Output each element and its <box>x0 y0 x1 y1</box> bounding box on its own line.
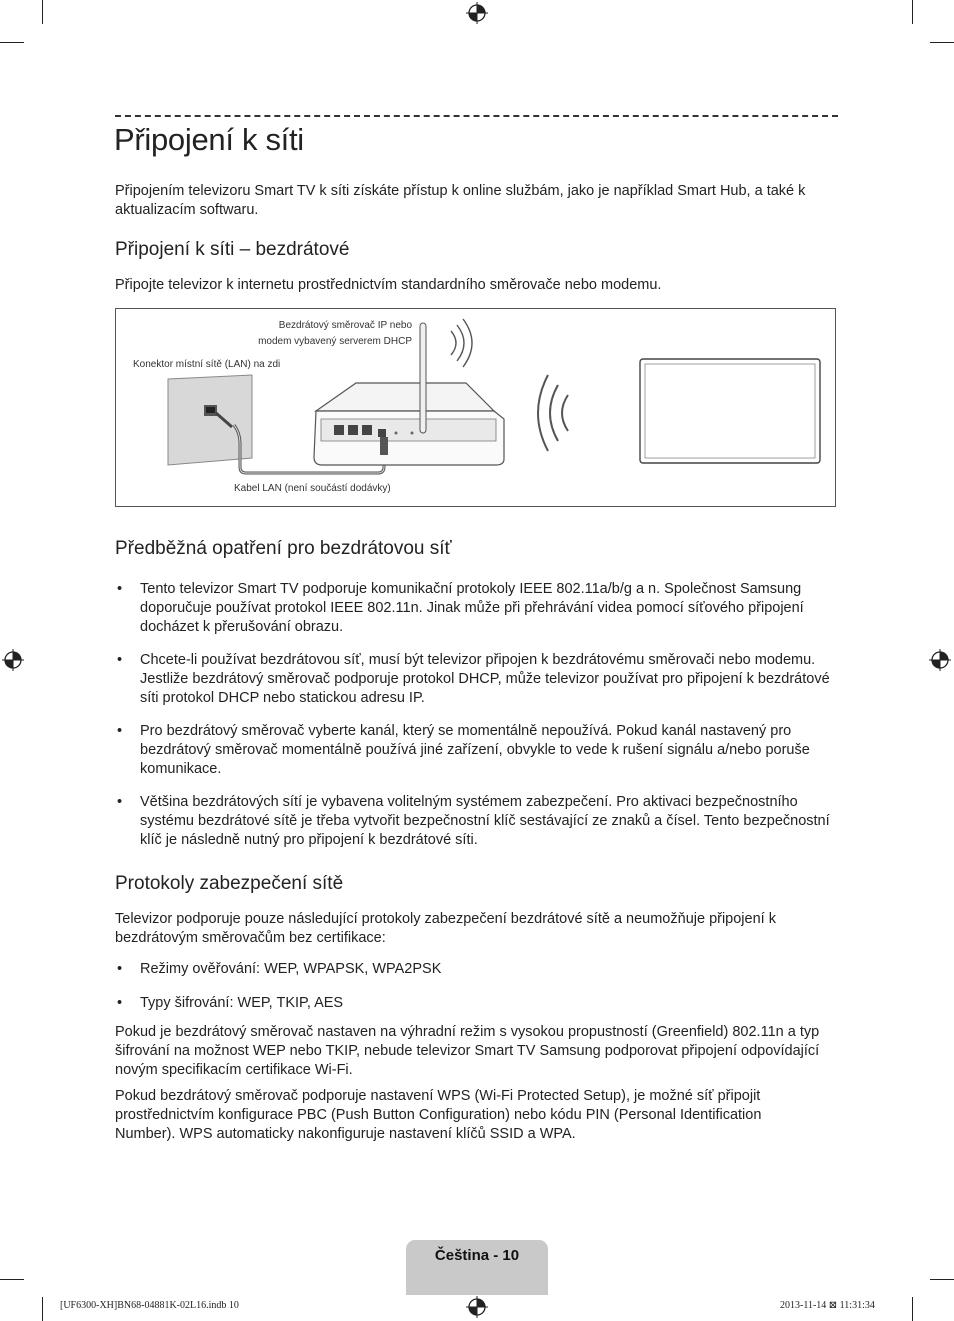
list-item-text: Pro bezdrátový směrovač vyberte kanál, který se momentálně nepoužívá. Pokud kanál nastavený pro bezdrátový směrovač momentálně používá jiné zařízení, obvykle to vede k rušení signálu a/nebo poruše komunikace. <box>140 723 810 777</box>
crop-mark <box>930 1279 954 1280</box>
page-number-badge <box>406 1240 548 1295</box>
intro-paragraph: Připojením televizoru Smart TV k síti získáte přístup k online službám, jako je například Smart Hub, a také k aktualizacím softwaru. <box>115 183 806 218</box>
list-item-text: Typy šifrování: WEP, TKIP, AES <box>140 995 344 1011</box>
bullet-icon: • <box>117 794 123 810</box>
cable-label: Kabel LAN (není součástí dodávky) <box>234 483 391 494</box>
crop-mark <box>0 42 24 43</box>
router-label-line2: modem vybavený serverem DHCP <box>258 336 412 347</box>
registration-mark-icon <box>929 649 951 671</box>
section-heading-wireless: Připojení k síti – bezdrátové <box>115 239 350 260</box>
bullet-icon: • <box>117 961 123 977</box>
wps-paragraph: Pokud bezdrátový směrovač podporuje nastavení WPS (Wi-Fi Protected Setup), je možné síť připojit prostřednictvím konfigurace PBC (Push Button Configuration) nebo kódu PIN (Personal Identification Number). WPS automaticky nakonfiguruje nastavení klíčů SSID a WPA. <box>115 1088 762 1142</box>
list-item <box>115 960 839 979</box>
greenfield-paragraph: Pokud je bezdrátový směrovač nastaven na výhradní režim s vysokou propustností (Greenfield) 802.11n a typ šifrování na možnost WEP nebo TKIP, nebude televizor Smart TV Samsung podporovat připojení odpovídající novým specifikacím certifikace Wi-Fi. <box>115 1024 820 1078</box>
list-item <box>115 793 839 850</box>
list-item <box>115 580 839 637</box>
list-item-text: Režimy ověřování: WEP, WPAPSK, WPA2PSK <box>140 961 442 977</box>
list-item-text: Většina bezdrátových sítí je vybavena volitelným systémem zabezpečení. Pro aktivaci bezpečnostního systému bezdrátové sítě je třeba vytvořit bezpečnostní klíč sestávající ze znaků a čísel. Tento bezpečnostní klíč je následně nutný pro připojení k bezdrátové síti. <box>140 794 830 848</box>
list-item <box>115 722 839 779</box>
bullet-icon: • <box>117 652 123 668</box>
tv-icon <box>640 359 820 463</box>
wifi-signal-icon <box>538 375 568 451</box>
crop-mark <box>42 1297 43 1321</box>
bullet-icon: • <box>117 723 123 739</box>
print-slug-file: [UF6300-XH]BN68-04881K-02L16.indb 10 <box>60 1300 239 1311</box>
page-number: Čeština - 10 <box>434 1247 520 1264</box>
crop-mark <box>912 1297 913 1321</box>
registration-mark-icon <box>2 649 24 671</box>
security-intro: Televizor podporuje pouze následující protokoly zabezpečení bezdrátové sítě a neumožňuje připojení k bezdrátovým směrovačům bez certifikace: <box>115 911 776 946</box>
registration-mark-icon <box>466 2 488 24</box>
list-item-text: Tento televizor Smart TV podporuje komunikační protokoly IEEE 802.11a/b/g a n. Společnost Samsung doporučuje používat protokol IEEE 802.11n. Jinak může při přehrávání videa pomocí síťového připojení docházet k přerušování obrazu. <box>140 581 804 635</box>
list-item <box>115 651 839 708</box>
crop-mark <box>42 0 43 24</box>
section-heading-security: Protokoly zabezpečení sítě <box>115 873 344 894</box>
bullet-icon: • <box>117 581 123 597</box>
wifi-signal-icon <box>451 319 472 367</box>
crop-mark <box>930 42 954 43</box>
title-rule <box>115 115 838 117</box>
print-slug-date: 2013-11-14 ⊠ 11:31:34 <box>780 1300 875 1311</box>
network-diagram-illustration <box>116 309 835 506</box>
wireless-paragraph: Připojte televizor k internetu prostřednictvím standardního směrovače nebo modemu. <box>115 277 662 293</box>
wall-socket-label: Konektor místní sítě (LAN) na zdi <box>133 359 281 370</box>
section-heading-precautions: Předběžná opatření pro bezdrátovou síť <box>115 538 452 559</box>
bullet-icon: • <box>117 995 123 1011</box>
list-item <box>115 994 839 1013</box>
crop-mark <box>0 1279 24 1280</box>
crop-mark <box>912 0 913 24</box>
router-label-line1: Bezdrátový směrovač IP nebo <box>278 320 412 331</box>
registration-mark-icon <box>466 1296 488 1318</box>
network-diagram <box>115 308 836 507</box>
page-title: Připojení k síti <box>114 122 304 157</box>
list-item-text: Chcete-li používat bezdrátovou síť, musí být televizor připojen k bezdrátovému směrovači nebo modemu. Jestliže bezdrátový směrovač podporuje protokol DHCP, může televizor používat pro připojení k bezdrátové síti protokol DHCP nebo statickou adresu IP. <box>140 652 830 706</box>
